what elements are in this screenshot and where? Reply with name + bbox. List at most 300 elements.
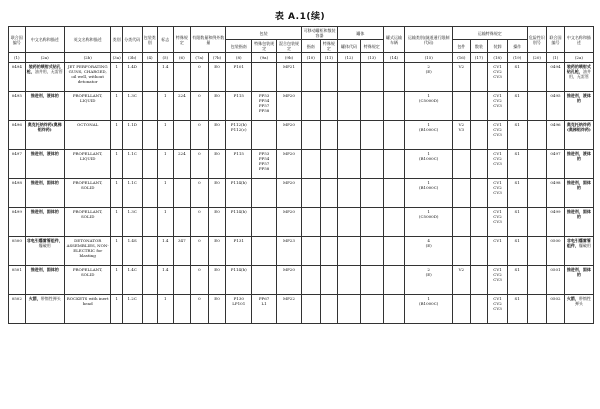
column-code: (5) xyxy=(158,53,174,63)
cell-c7a xyxy=(191,208,209,237)
cell-c7b xyxy=(208,150,226,179)
cell-c15 xyxy=(405,208,453,237)
cell-c13 xyxy=(360,150,383,179)
cell-c3a xyxy=(111,121,122,150)
cn-name-cell-2-bold: 推进剂，固体的 xyxy=(566,209,591,219)
cell-c19 xyxy=(507,92,527,121)
cell-c15-line: (B1000C) xyxy=(419,185,439,190)
cell-c5-line: 1 xyxy=(164,180,167,185)
cell-c3a xyxy=(111,295,122,324)
column-code: (1) xyxy=(9,53,26,63)
table-header xyxy=(9,27,594,63)
cell-c5-line: 1 xyxy=(164,122,167,127)
column-code-row xyxy=(9,53,594,63)
cn-name-cell-bold: 推进剂，液体的 xyxy=(30,93,59,98)
cn-name-cell xyxy=(25,208,64,237)
cn-name-cell-2-bold: 火箭， xyxy=(566,296,579,301)
cell-c19-line: S1 xyxy=(514,267,520,272)
cell-c9a xyxy=(252,179,277,208)
cn-name-cell xyxy=(25,92,64,121)
un-number-cell xyxy=(9,295,26,324)
cell-c9b-line: MP20 xyxy=(283,151,295,156)
cell-c7a xyxy=(191,63,209,92)
cn-name-cell-2 xyxy=(564,179,593,208)
column-code: (2b) xyxy=(64,53,111,63)
cell-c7b-line: E0 xyxy=(214,238,220,243)
un-number-cell-line: 0498 xyxy=(11,180,22,185)
table-row xyxy=(9,121,594,150)
en-name-cell-line: PROPELLANT, LIQUID xyxy=(72,93,103,103)
cell-c19-line: S1 xyxy=(514,180,520,185)
cell-c11 xyxy=(320,179,338,208)
en-name-cell xyxy=(64,208,111,237)
cell-c18 xyxy=(488,266,508,295)
cell-c20 xyxy=(527,121,547,150)
un-number-cell-line: 0500 xyxy=(11,238,22,243)
cell-c15 xyxy=(405,121,453,150)
cn-name-cell-2-bold: 非电引爆雷管组件， xyxy=(566,238,591,248)
column-code: (7a) xyxy=(191,53,209,63)
cell-c3a-line: 1 xyxy=(115,93,118,98)
cell-c9b-line: MP22 xyxy=(283,296,295,301)
table-row xyxy=(9,295,594,324)
cell-c5 xyxy=(158,208,174,237)
cell-c14 xyxy=(383,92,405,121)
cell-c15-line: (B1000C) xyxy=(419,301,439,306)
cell-c10 xyxy=(301,121,320,150)
cell-c15 xyxy=(405,63,453,92)
cell-c9a xyxy=(252,266,277,295)
cell-c3a-line: 1 xyxy=(115,151,118,156)
cell-c12 xyxy=(338,179,361,208)
cell-c13 xyxy=(360,266,383,295)
header-pkg-group: 包装类别 xyxy=(142,27,158,53)
un-number-cell xyxy=(9,150,26,179)
cn-name-cell-2-plain: 爆破用 xyxy=(578,243,591,248)
cell-c4 xyxy=(142,92,158,121)
cell-c11 xyxy=(320,63,338,92)
cell-c8-line: P114(b) xyxy=(230,209,247,214)
cell-c6-line: 347 xyxy=(178,238,186,243)
cell-c14 xyxy=(383,179,405,208)
cell-c9a xyxy=(252,92,277,121)
cell-c20 xyxy=(527,150,547,179)
cell-c15-line: (E) xyxy=(425,69,432,74)
cell-c6 xyxy=(173,179,191,208)
header-class: 类别 xyxy=(111,27,122,53)
header-en-name: 英文名称和描述 xyxy=(64,27,111,53)
header-tank-code: 罐体代码 xyxy=(338,40,361,53)
cell-c5 xyxy=(158,63,174,92)
cell-c5-line: 1 xyxy=(164,296,167,301)
cell-c15-line: 1 xyxy=(427,209,430,214)
cell-c14 xyxy=(383,266,405,295)
cell-c15 xyxy=(405,266,453,295)
cell-c17 xyxy=(470,179,488,208)
cell-c7b xyxy=(208,63,226,92)
cell-c15-line: 4 xyxy=(427,238,430,243)
cell-c3b-line: 1.1D xyxy=(127,122,137,127)
cn-name-cell-2-bold: 推进剂，固体的 xyxy=(566,180,591,190)
cell-c18-line: CV1 xyxy=(493,238,502,243)
cell-c5-line: 1 xyxy=(164,151,167,156)
cell-c15 xyxy=(405,237,453,266)
en-name-cell-line: PROPELLANT, SOLID xyxy=(72,209,103,219)
cell-c9b-line: MP23 xyxy=(283,238,295,243)
column-code: (18) xyxy=(488,53,508,63)
cell-c16-line: V3 xyxy=(458,127,465,132)
cell-c9b-line: MP20 xyxy=(283,267,295,272)
cell-c18 xyxy=(488,237,508,266)
header-class-code: 分类代码 xyxy=(122,27,142,53)
cell-c11 xyxy=(320,121,338,150)
cell-c13 xyxy=(360,237,383,266)
cell-c16 xyxy=(453,63,471,92)
cell-c4 xyxy=(142,266,158,295)
cell-c3b xyxy=(122,63,142,92)
cell-c8 xyxy=(226,150,252,179)
cell-c9a-line: PP53 xyxy=(258,93,270,98)
cell-c3a xyxy=(111,237,122,266)
cell-c18 xyxy=(488,121,508,150)
cell-c8-line: P131 xyxy=(233,238,244,243)
cell-c13 xyxy=(360,63,383,92)
column-code: (3a) xyxy=(111,53,122,63)
column-code: (14) xyxy=(383,53,405,63)
cell-c7a xyxy=(191,295,209,324)
header-transport-cat: 运输类别(隧道通行限制代码) xyxy=(405,27,453,53)
un-number-cell xyxy=(9,121,26,150)
cn-name-cell-bold: 非电引爆雷管组件， xyxy=(26,238,63,243)
cell-c3b xyxy=(122,208,142,237)
cell-c17 xyxy=(470,121,488,150)
cell-c3a-line: 1 xyxy=(115,296,118,301)
cell-c3a-line: 1 xyxy=(115,180,118,185)
header-special: 特殊规定 xyxy=(173,27,191,53)
cell-c7b xyxy=(208,266,226,295)
cell-c14 xyxy=(383,295,405,324)
cell-c9a xyxy=(252,208,277,237)
cell-c17 xyxy=(470,266,488,295)
cell-c8 xyxy=(226,179,252,208)
cell-c8-line: LP101 xyxy=(232,301,246,306)
cell-c6-line: 224 xyxy=(178,93,186,98)
column-code: (19) xyxy=(507,53,527,63)
cell-c7b xyxy=(208,208,226,237)
cell-c7a xyxy=(191,237,209,266)
cell-c3b xyxy=(122,150,142,179)
cell-c6-line: 224 xyxy=(178,151,186,156)
cell-c4 xyxy=(142,295,158,324)
cell-c9b xyxy=(277,179,302,208)
cell-c18-line: CV3 xyxy=(493,103,502,108)
cell-c20 xyxy=(527,237,547,266)
cn-name-cell-2 xyxy=(564,63,593,92)
cell-c19-line: S1 xyxy=(514,209,520,214)
cell-c12 xyxy=(338,92,361,121)
cell-c17 xyxy=(470,63,488,92)
un-number-cell-2 xyxy=(547,208,565,237)
cell-c7b xyxy=(208,121,226,150)
table-row xyxy=(9,92,594,121)
cn-name-cell-bold: 推进剂，液体的 xyxy=(30,151,59,156)
column-code: (8) xyxy=(226,53,252,63)
un-number-cell-2 xyxy=(547,63,565,92)
cell-c8-line: P115 xyxy=(233,93,244,98)
cn-name-cell-bold: 火箭， xyxy=(28,296,41,301)
cell-c7a-line: 0 xyxy=(198,64,201,69)
cell-c3a xyxy=(111,179,122,208)
en-name-cell xyxy=(64,121,111,150)
header-limited: 有限数量和例外数量 xyxy=(191,27,226,53)
column-code: (17) xyxy=(470,53,488,63)
column-code: (2a) xyxy=(564,53,593,63)
cell-c7a-line: 0 xyxy=(198,209,201,214)
cell-c18-line: CV1 xyxy=(493,209,502,214)
column-code: (2a) xyxy=(25,53,64,63)
cell-c7a-line: 0 xyxy=(198,151,201,156)
un-number-cell-2 xyxy=(547,121,565,150)
cell-c18-line: CV3 xyxy=(493,219,502,224)
cell-c5 xyxy=(158,237,174,266)
cell-c14 xyxy=(383,237,405,266)
cell-c16 xyxy=(453,92,471,121)
cell-c16 xyxy=(453,150,471,179)
cell-c17 xyxy=(470,150,488,179)
cell-c17 xyxy=(470,208,488,237)
cell-c5 xyxy=(158,92,174,121)
cell-c9b-line: MP21 xyxy=(283,64,295,69)
cn-name-cell-2 xyxy=(564,121,593,150)
cell-c18-line: CV3 xyxy=(493,74,502,79)
header-tank-instr: 指南 xyxy=(301,40,320,53)
en-name-cell-line: OCTONAL xyxy=(77,122,99,127)
cell-c4 xyxy=(142,179,158,208)
cell-c15 xyxy=(405,92,453,121)
cell-c9b-line: MP20 xyxy=(283,209,295,214)
cell-c3a-line: 1 xyxy=(115,238,118,243)
cell-c3b-line: 1.4S xyxy=(127,238,137,243)
cn-name-cell-2-bold: 推进剂，固体的 xyxy=(566,267,591,277)
cell-c15-line: 1 xyxy=(427,151,430,156)
cell-c3b xyxy=(122,266,142,295)
cell-c6 xyxy=(173,266,191,295)
en-name-cell xyxy=(64,266,111,295)
cell-c8 xyxy=(226,237,252,266)
en-name-cell-line: PROPELLANT, LIQUID xyxy=(72,151,103,161)
un-number-cell-2 xyxy=(547,237,565,266)
cell-c7a xyxy=(191,121,209,150)
cell-c16 xyxy=(453,179,471,208)
cn-name-cell-2-bold: 奥克托纳炸药(奥梯铝炸药) xyxy=(566,122,591,132)
cell-c17 xyxy=(470,295,488,324)
cell-c9a-line: PP58 xyxy=(258,108,270,113)
cell-c18-line: CV2 xyxy=(493,214,502,219)
cell-c5-line: 1.4 xyxy=(162,267,169,272)
cn-name-cell-2-plain: 油井用，无雷管 xyxy=(568,69,591,79)
cell-c18-line: CV1 xyxy=(493,64,502,69)
cell-c10 xyxy=(301,208,320,237)
cell-c18-line: CV1 xyxy=(493,267,502,272)
cell-c16-line: V2 xyxy=(458,122,465,127)
un-number-cell-2-line: 0501 xyxy=(550,267,561,272)
cell-c9a xyxy=(252,63,277,92)
cell-c7b xyxy=(208,92,226,121)
en-name-cell xyxy=(64,295,111,324)
cell-c9b-line: MP20 xyxy=(283,180,295,185)
un-number-cell-2-line: 0502 xyxy=(550,296,561,301)
cell-c9b xyxy=(277,150,302,179)
cell-c11 xyxy=(320,150,338,179)
cell-c15-line: (C5000D) xyxy=(418,214,439,219)
cell-c9a-line: PP67 xyxy=(258,296,270,301)
cell-c14 xyxy=(383,208,405,237)
cell-c10 xyxy=(301,266,320,295)
cell-c18 xyxy=(488,92,508,121)
cell-c7a-line: 0 xyxy=(198,180,201,185)
cell-c18 xyxy=(488,295,508,324)
cn-name-cell xyxy=(25,179,64,208)
un-number-cell-2-line: 0498 xyxy=(550,180,561,185)
un-number-cell-2 xyxy=(547,150,565,179)
cell-c19-line: S1 xyxy=(514,238,520,243)
en-name-cell-line: DETONATOR ASSEMBLIES, NON-ELECTRIC for blasting xyxy=(66,238,109,258)
dangerous-goods-table xyxy=(8,26,594,324)
un-number-cell-2-line: 0497 xyxy=(550,151,561,156)
cell-c15-line: (E) xyxy=(425,272,432,277)
cell-c3b-line: 1.1C xyxy=(127,180,137,185)
en-name-cell xyxy=(64,92,111,121)
cell-c8-line: P112(b) xyxy=(230,122,247,127)
cell-c20 xyxy=(527,208,547,237)
cell-c9a xyxy=(252,295,277,324)
cell-c6 xyxy=(173,208,191,237)
un-number-cell xyxy=(9,208,26,237)
cell-c16 xyxy=(453,266,471,295)
cell-c7a xyxy=(191,266,209,295)
cell-c12 xyxy=(338,237,361,266)
cn-name-cell-bold: 装药的喷射式钻孔枪， xyxy=(26,64,61,74)
un-number-cell-2-line: 0494 xyxy=(550,64,561,69)
cell-c9a xyxy=(252,121,277,150)
cell-c3b-line: 1.1C xyxy=(127,151,137,156)
cell-c18-line: CV2 xyxy=(493,69,502,74)
un-number-cell-line: 0502 xyxy=(11,296,22,301)
cell-c8 xyxy=(226,266,252,295)
cell-c7b-line: E0 xyxy=(214,267,220,272)
column-code: (12) xyxy=(338,53,361,63)
cell-c18-line: CV2 xyxy=(493,272,502,277)
cell-c8 xyxy=(226,63,252,92)
column-code: (9b) xyxy=(277,53,302,63)
cell-c9a xyxy=(252,237,277,266)
table-row xyxy=(9,63,594,92)
cn-name-cell xyxy=(25,295,64,324)
header-labels: 标志 xyxy=(158,27,174,53)
un-number-cell-2 xyxy=(547,266,565,295)
cell-c9a-line: PP58 xyxy=(258,166,270,171)
cn-name-cell-2 xyxy=(564,208,593,237)
un-number-cell-line: 0494 xyxy=(11,64,22,69)
cell-c15 xyxy=(405,295,453,324)
cell-c15 xyxy=(405,179,453,208)
cn-name-cell xyxy=(25,266,64,295)
cell-c18-line: CV1 xyxy=(493,296,502,301)
un-number-cell-2-line: 0496 xyxy=(550,122,561,127)
cell-c16 xyxy=(453,237,471,266)
header-tank-special: 特殊规定 xyxy=(320,40,338,53)
cell-c10 xyxy=(301,295,320,324)
cell-c7b-line: E0 xyxy=(214,93,220,98)
cell-c3b xyxy=(122,179,142,208)
cell-c15-line: (B1000C) xyxy=(419,127,439,132)
cn-name-cell-2-bold: 装药的喷射式钻孔枪， xyxy=(566,64,591,74)
cell-c11 xyxy=(320,295,338,324)
cell-c6 xyxy=(173,63,191,92)
cell-c18-line: CV2 xyxy=(493,127,502,132)
cell-c18-line: CV3 xyxy=(493,161,502,166)
cell-c5 xyxy=(158,150,174,179)
cn-name-cell-2-bold: 推进剂，液体的 xyxy=(566,151,591,161)
cell-c3a-line: 1 xyxy=(115,209,118,214)
cell-c12 xyxy=(338,121,361,150)
cell-c18 xyxy=(488,63,508,92)
un-number-cell-line: 0499 xyxy=(11,209,22,214)
cell-c4 xyxy=(142,208,158,237)
cell-c18-line: CV1 xyxy=(493,122,502,127)
column-code: (7b) xyxy=(208,53,226,63)
cell-c9b xyxy=(277,92,302,121)
cn-name-cell-bold: 推进剂，固体的 xyxy=(30,209,59,214)
header-portable: 可移动罐柜和散装容器 xyxy=(301,27,337,40)
cell-c19 xyxy=(507,237,527,266)
column-code: (20) xyxy=(527,53,547,63)
cell-c10 xyxy=(301,150,320,179)
cell-c4 xyxy=(142,63,158,92)
cn-name-cell-2 xyxy=(564,295,593,324)
cn-name-cell-plain: 爆破用 xyxy=(38,243,51,248)
cell-c9b-line: MP20 xyxy=(283,122,295,127)
cell-c19-line: S1 xyxy=(514,64,520,69)
cn-name-cell-2-plain: 带惰性弹头 xyxy=(574,296,591,306)
cell-c3a xyxy=(111,208,122,237)
en-name-cell xyxy=(64,179,111,208)
header-un-no: 联合国编号 xyxy=(9,27,26,53)
cell-c19 xyxy=(507,179,527,208)
un-number-cell xyxy=(9,92,26,121)
cell-c3b-line: 1.3C xyxy=(127,209,137,214)
cell-c7b-line: E0 xyxy=(214,296,220,301)
column-code: (9a) xyxy=(252,53,277,63)
cell-c16 xyxy=(453,121,471,150)
table-row xyxy=(9,150,594,179)
cell-c9a-line: PP54 xyxy=(258,98,270,103)
cell-c9a-line: PP54 xyxy=(258,156,270,161)
cell-c9b xyxy=(277,237,302,266)
cell-c18 xyxy=(488,150,508,179)
cell-c19 xyxy=(507,150,527,179)
cell-c19-line: S1 xyxy=(514,93,520,98)
un-number-cell xyxy=(9,63,26,92)
cell-c16-line: V2 xyxy=(458,267,465,272)
cell-c3b-line: 1.4D xyxy=(127,64,137,69)
cell-c7a-line: 0 xyxy=(198,296,201,301)
table-row xyxy=(9,179,594,208)
cell-c5-line: 1.4 xyxy=(162,238,169,243)
column-code: (1) xyxy=(547,53,565,63)
cell-c4 xyxy=(142,237,158,266)
cell-c7b-line: E0 xyxy=(214,209,220,214)
